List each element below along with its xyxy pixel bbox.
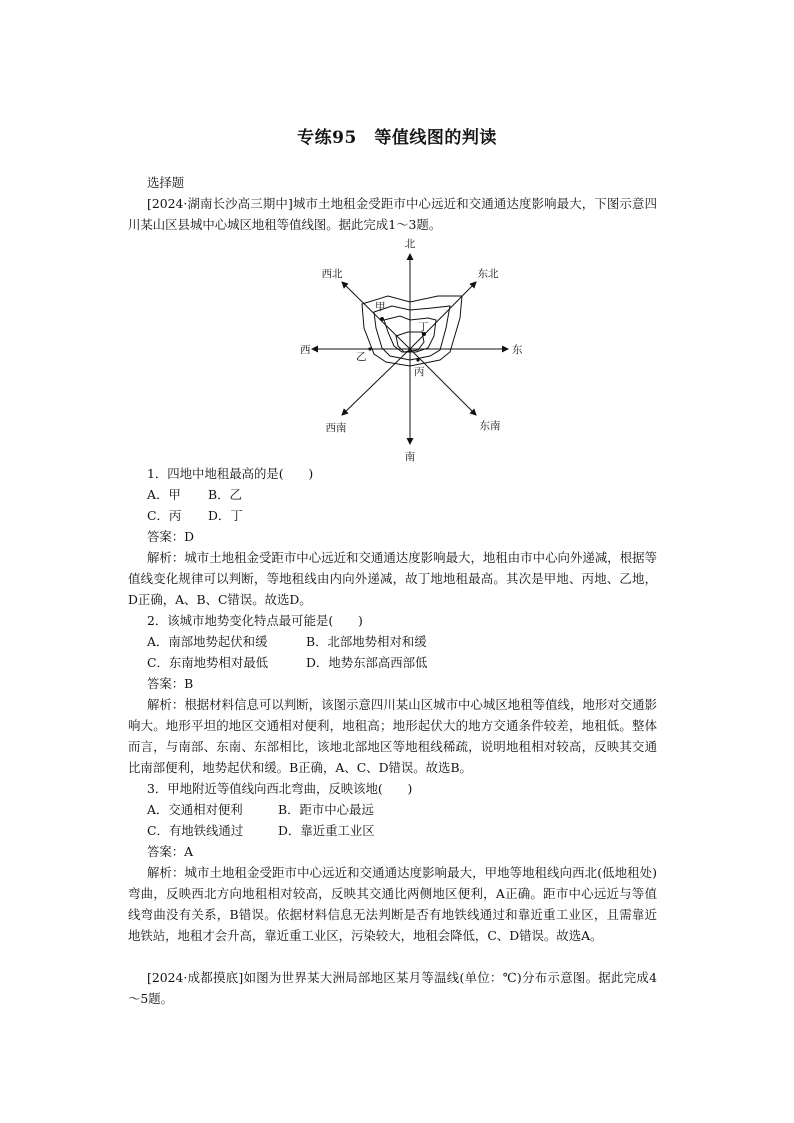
q2-stem: 2．该城市地势变化特点最可能是( ) (147, 613, 363, 628)
label-southeast: 东南 (479, 420, 501, 432)
label-northwest: 西北 (321, 268, 343, 280)
q1-answer: 答案：D (147, 529, 195, 544)
q3-stem: 3．甲地附近等值线向西北弯曲，反映该地( ) (147, 781, 413, 796)
label-jia: 甲 (375, 301, 386, 313)
label-northeast: 东北 (477, 268, 499, 280)
southwest-axis (342, 349, 410, 415)
q1-option-c: C．丙 (147, 508, 182, 523)
q1-stem: 1．四地中地租最高的是( ) (147, 466, 314, 481)
intro-paragraph-2: [2024·成都摸底]如图为世界某大洲局部地区某月等温线(单位：℃)分布示意图。据此完成4～5题。 (128, 970, 657, 1006)
point-jia (380, 317, 384, 321)
q3-option-b: B．距市中心最远 (278, 802, 374, 817)
q2-answer: 答案：B (147, 676, 194, 691)
q1-option-a: A．甲 (147, 487, 181, 502)
q1-option-b: B．乙 (208, 487, 242, 502)
label-north: 北 (404, 238, 416, 250)
q3-option-c: C．有地铁线通过 (147, 823, 244, 838)
q2-option-c: C．东南地势相对最低 (147, 655, 268, 670)
q3-answer: 答案：A (147, 844, 194, 859)
q2-analysis: 解析：根据材料信息可以判断，该图示意四川某山区城市中心城区地租等值线，地形对交通影响大。地形平坦的地区交通相对便利，地租高；地形起伏大的地方交通条件较差，地租低。整体而言，与南部、东南、东部相比，该地北部地区等地租线稀疏，说明地租相对较高，反映其交通比南部便利，地势起伏和缓。B正确，A、C、D错误。故选B。 (128, 697, 657, 775)
section-heading: 选择题 (147, 175, 185, 190)
page-title: 专练95 等值线图的判读 (297, 128, 497, 148)
q2-option-a: A．南部地势起伏和缓 (147, 634, 268, 649)
point-bing (416, 358, 419, 361)
q1-option-d: D．丁 (208, 508, 243, 523)
label-yi: 乙 (356, 351, 367, 363)
q2-option-b: B．北部地势相对和缓 (306, 634, 427, 649)
q1-analysis: 解析：城市土地租金受距市中心远近和交通通达度影响最大，地租由市中心向外递减，根据等值线变化规律可以判断，等地租线由内向外递减，故丁地地租最高。其次是甲地、丙地、乙地，D正确，A、B、C错误。故选D。 (128, 550, 657, 607)
q3-analysis: 解析：城市土地租金受距市中心远近和交通通达度影响最大，甲地等地租线向西北(低地租处)弯曲，反映西北方向地租相对较高，反映其交通比两侧地区便利，A正确。距市中心远近与等值线弯曲没有关系，B错误。依据材料信息无法判断是否有地铁线通过和靠近重工业区，且需靠近地铁站，地租才会升高，靠近重工业区，污染较大，地租会降低，C、D错误。故选A。 (128, 865, 657, 943)
point-yi (368, 347, 371, 350)
q3-option-d: D．靠近重工业区 (278, 823, 375, 838)
label-south: 南 (404, 451, 416, 463)
label-southwest: 西南 (325, 422, 347, 434)
southeast-axis (410, 349, 476, 415)
q2-option-d: D．地势东部高西部低 (306, 655, 428, 670)
label-ding: 丁 (418, 321, 429, 333)
northwest-axis (342, 282, 410, 349)
intro-paragraph-1: [2024·湖南长沙高三期中]城市土地租金受距市中心远近和交通通达度影响最大，下图示意四川某山区县城中心城区地租等值线图。据此完成1～3题。 (128, 196, 657, 232)
label-west: 西 (300, 344, 311, 356)
rent-contour-diagram (290, 232, 530, 464)
label-east: 东 (512, 344, 523, 356)
q3-option-a: A．交通相对便利 (147, 802, 243, 817)
label-bing: 丙 (414, 366, 425, 378)
